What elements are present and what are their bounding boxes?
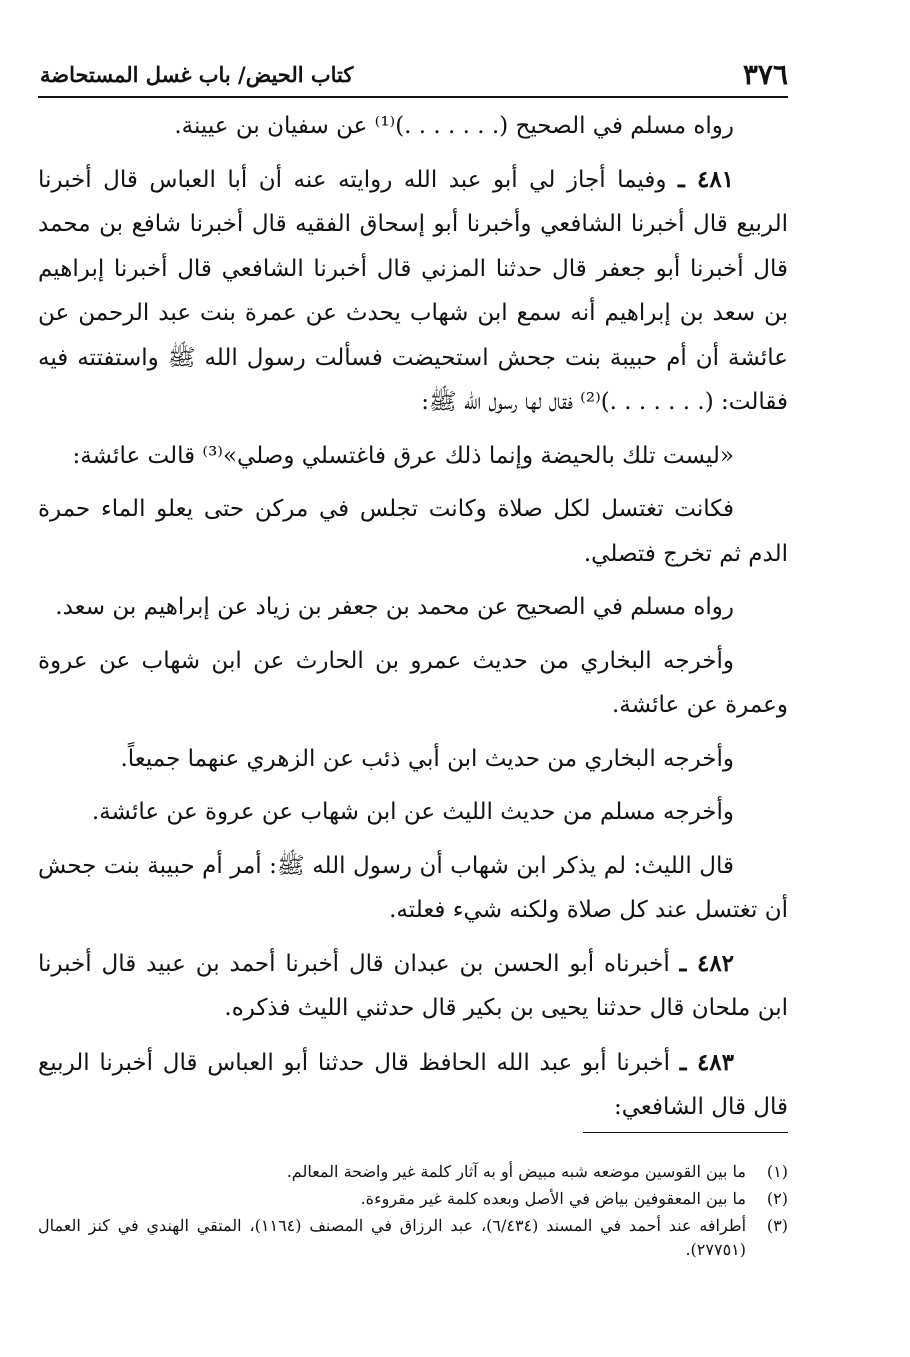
paragraph-text: أخبرنا أبو عبد الله الحافظ قال حدثنا أبو العباس قال أخبرنا الربيع قال قال الشافعي: (38, 1049, 788, 1120)
footnote-text: ما بين المعقوفين بياض في الأصل وبعده كلمة غير مقروءة. (360, 1189, 746, 1208)
hadith-number: ٤٨٢ ـ (679, 949, 735, 977)
footnotes (38, 1160, 788, 1265)
hadith-paragraph (38, 1041, 788, 1130)
paragraph-text: قال الليث: لم يذكر ابن شهاب أن رسول الله ﷺ: أمر أم حبيبة بنت جحش أن تغتسل عند كل صلاة ولكنه شيء فعلته. (38, 852, 788, 923)
footnote-marker: (٣) (766, 1216, 788, 1235)
hadith-paragraph (38, 942, 788, 1031)
paragraph (38, 434, 788, 479)
paragraph-text: وأخرجه البخاري من حديث عمرو بن الحارث عن ابن شهاب عن عروة وعمرة عن عائشة. (38, 647, 788, 718)
paragraph (38, 585, 788, 630)
footnote (38, 1160, 788, 1184)
paragraph-text: وأخرجه مسلم من حديث الليث عن ابن شهاب عن عروة عن عائشة. (91, 799, 734, 825)
paragraph (38, 487, 788, 576)
footnote-text: أطرافه عند أحمد في المسند (٦/٤٣٤)، عبد الرزاق في المصنف (١١٦٤)، المتقي الهندي في كنز العمال (٢٧٧٥١). (38, 1216, 747, 1259)
paragraph (38, 790, 788, 835)
footnote-divider (583, 1132, 788, 1133)
running-title: كتاب الحيض/ باب غسل المستحاضة (40, 62, 354, 87)
hadith-number: ٤٨١ ـ (678, 165, 735, 193)
paragraph-text: وفيما أجاز لي أبو عبد الله روايته عنه أن أبا العباس قال أخبرنا الربيع قال أخبرنا الشافعي وأخبرنا أبو إسحاق الفقيه قال أخبرنا شافع بن محمد قال أخبرنا أبو جعفر قال حدثنا المزني قال أخبرنا الشافعي قال أخبرنا إبراهيم بن سعد بن إبراهيم أنه سمع ابن شهاب يحدث عن عمرة بنت عبد الرحمن عن عائشة أن أم حبيبة بنت جحش استحيضت فسألت رسول الله ﷺ واستفتته فيه فقالت: (. . . . . . .)⁽²⁾ فقال لها رسول الله ﷺ: (38, 166, 788, 415)
paragraph (38, 844, 788, 933)
footnote (38, 1187, 788, 1211)
paragraph (38, 737, 788, 782)
paragraph-text: وأخرجه البخاري من حديث ابن أبي ذئب عن الزهري عنهما جميعاً. (120, 745, 734, 772)
paragraph (38, 104, 788, 149)
page-header (38, 52, 788, 98)
paragraph-text: أخبرناه أبو الحسن بن عبدان قال أخبرنا أحمد بن عبيد قال أخبرنا ابن ملحان قال حدثنا يحيى بن بكير قال حدثني الليث فذكره. (38, 950, 788, 1021)
paragraph (38, 639, 788, 728)
paragraph-text: رواه مسلم في الصحيح عن محمد بن جعفر بن زياد عن إبراهيم بن سعد. (55, 594, 734, 620)
hadith-number: ٤٨٣ ـ (679, 1048, 735, 1076)
paragraph-text: رواه مسلم في الصحيح (. . . . . . .)⁽¹⁾ عن سفيان بن عيينة. (174, 113, 734, 139)
footnote-text: ما بين القوسين موضعه شبه مبيض أو به آثار كلمة غير واضحة المعالم. (286, 1162, 746, 1181)
paragraph-text: فكانت تغتسل لكل صلاة وكانت تجلس في مركن حتى يعلو الماء حمرة الدم ثم تخرج فتصلي. (38, 496, 788, 567)
footnote (38, 1214, 788, 1262)
page-number: ٣٧٦ (742, 58, 788, 91)
paragraph-text: «ليست تلك بالحيضة وإنما ذلك عرق فاغتسلي وصلي»⁽³⁾ قالت عائشة: (72, 442, 734, 469)
hadith-paragraph (38, 158, 788, 425)
main-text (38, 104, 788, 1139)
footnote-marker: (١) (766, 1162, 788, 1181)
footnote-marker: (٢) (766, 1189, 788, 1208)
